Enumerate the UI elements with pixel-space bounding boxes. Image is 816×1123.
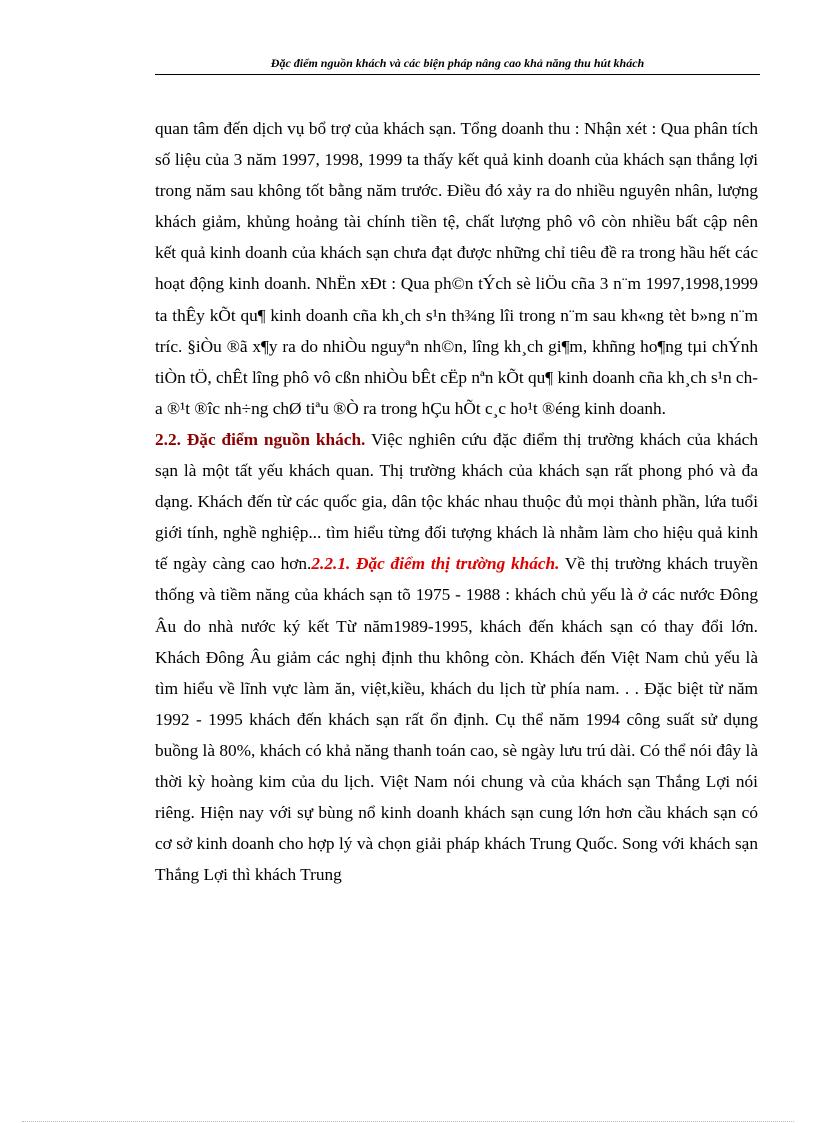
section-heading-2-2: 2.2. Đặc điểm nguồn khách. (155, 429, 366, 449)
footer-divider (22, 1121, 794, 1122)
section-heading-2-2-1: 2.2.1. Đặc điểm thị trường khách. (311, 554, 560, 574)
page-header-title: Đặc điểm nguồn khách và các biện pháp nâng cao khả năng thu hút khách (270, 56, 645, 70)
body-text (155, 113, 758, 890)
paragraph-section-2-2-1: Về thị trường khách truyền thống và tiềm năng của khách sạn tõ 1975 - 1988 : khách chủ yếu là ở các nước Đông Âu do nhà nước ký kết Từ năm1989-1995, khách đến khách sạn có thay đổi lớn. Khách Đông Âu giảm các nghị định thu không còn. Khách đến Việt Nam chủ yếu là tìm hiểu về lĩnh vực làm ăn, việt,kiều, khách du lịch từ phía nam. . . Đặc biệt từ năm 1992 - 1995 khách đến khách sạn rất ổn định. Cụ thể năm 1994 công suất sử dụng buồng là 80%, khách có khả năng thanh toán cao, sè ngày lưu trú dài. Có thể nói đây là thời kỳ hoàng kim của du lịch. Việt Nam nói chung và của khách sạn Thắng Lợi nói riêng. Hiện nay với sự bùng nổ kinh doanh khách sạn cung lớn hơn cầu khách sạn có cơ sở kinh doanh cho hợp lý và chọn giải pháp khách Trung Quốc. Song với khách sạn Thắng Lợi thì khách Trung (155, 554, 758, 885)
paragraph-section-2-2: Việc nghiên cứu đặc điểm thị trường khách của khách sạn là một tất yếu khách quan. Thị trường khách của khách sạn rất phong phó và đa dạng. Khách đến từ các quốc gia, dân tộc khác nhau thuộc đủ mọi thành phần, lứa tuổi giới tính, nghề nghiệp... tìm hiểu từng đối tượng khách là nhằm làm cho hiệu quả kinh tế ngày càng cao hơn. (155, 429, 758, 574)
paragraph-intro: quan tâm đến dịch vụ bổ trợ của khách sạn. Tổng doanh thu : Nhận xét : Qua phân tích số liệu của 3 năm 1997, 1998, 1999 ta thấy kết quả kinh doanh của khách sạn thắng lợi trong năm sau không tốt bằng năm trước. Điều đó xảy ra do nhiều nguyên nhân, lượng khách giảm, khủng hoảng tài chính tiền tệ, chất lượng phô vô còn nhiều bất cập nên kết quả kinh doanh của khách sạn chưa đạt được những chỉ tiêu đề ra trong hầu hết các hoạt động kinh doanh. NhËn xÐt : Qua ph©n tÝch sè liÖu cña 3 n¨m 1997,1998,1999 ta thÊy kÕt qu¶ kinh doanh cña kh¸ch s¹n th¾ng lîi trong n¨m sau kh«ng tèt b»ng n¨m tríc. §iÒu ®ã x¶y ra do nhiÒu nguyªn nh©n, lîng kh¸ch gi¶m, khñng ho¶ng tµi chÝnh tiÒn tÖ, chÊt lîng phô vô cßn nhiÒu bÊt cËp nªn kÕt qu¶ kinh doanh cña kh¸ch s¹n cha ®¹t ®îc nh÷ng chØ tiªu ®Ò ra trong hÇu hÕt c¸c ho¹t ®éng kinh doanh. (155, 119, 758, 418)
header-divider (155, 74, 760, 75)
